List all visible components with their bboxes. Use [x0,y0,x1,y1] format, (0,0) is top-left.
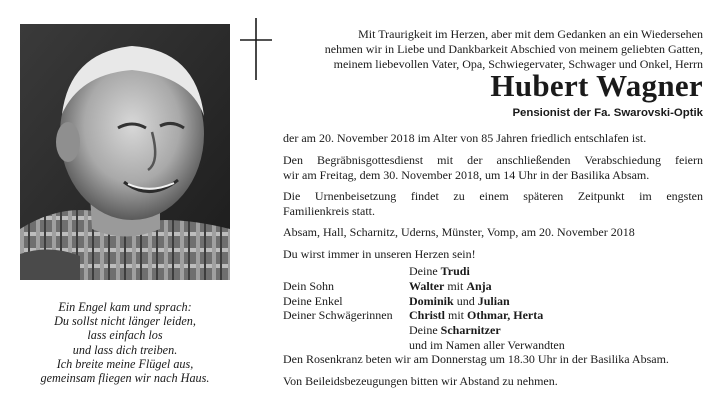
family-row [283,308,703,323]
family-row [283,323,703,338]
family-member-name: Trudi [440,264,470,278]
poem-line: Du sollst nicht länger leiden, [54,314,196,329]
family-relation [283,338,409,353]
family-names [409,323,501,338]
family-member-name: Scharnitzer [440,323,501,338]
deceased-name: Hubert Wagner [490,68,703,103]
family-connector: mit [444,278,467,293]
poem [20,300,230,385]
rosary-line: Den Rosenkranz beten wir am Donnerstag um 18.30 Uhr in der Basilika Absam. [283,352,669,366]
family-relation: Deine Enkel [283,293,343,308]
family-names [409,308,543,323]
poem-line: und lass dich treiben. [72,342,178,357]
family-names [409,279,492,294]
family-connector: Deine [409,264,441,278]
intro-line: Mit Traurigkeit im Herzen, aber mit dem Gedanken an ein Wiedersehen [358,27,703,41]
urn-line: Die Urnenbeisetzung findet zu einem späteren Zeitpunkt im engsten [283,189,703,203]
place-date-line: Absam, Hall, Scharnitz, Uderns, Münster, Vomp, am 20. November 2018 [283,225,635,239]
condolence-line: Von Beileidsbezeugungen bitten wir Abstand zu nehmen. [283,374,558,388]
deceased-occupation: Pensionist der Fa. Swarovski-Optik [512,107,703,119]
death-notice-line [283,131,703,146]
family-member-name: Julian [477,293,510,308]
family-member-name: Dominik [409,293,454,308]
poem-line: Ich breite meine Flügel aus, [56,356,194,371]
urn-line: Familienkreis statt. [283,203,375,218]
family-row [283,264,703,279]
urn-paragraph [283,189,703,219]
family-relation [283,264,409,279]
rosary-note [283,352,703,367]
poem-line: gemeinsam fliegen wir nach Haus. [40,371,210,386]
family-connector: und im Namen aller Verwandten [409,337,565,352]
funeral-line: Den Begräbnisgottesdienst mit der anschließenden Verabschiedung feiern [283,153,703,167]
condolence-note [283,374,703,389]
intro-line: nehmen wir in Liebe und Dankbarkeit Abschied von meinem geliebten Gatten, [324,41,703,56]
family-row [283,294,703,309]
family-relation: Dein Sohn [283,278,334,293]
family-names [409,264,470,279]
family-connector: Deine [409,323,441,338]
family-names [409,338,565,353]
family-list [283,264,703,353]
family-member-name: Walter [409,278,445,293]
poem-line: lass einfach los [87,328,163,343]
death-line: der am 20. November 2018 im Alter von 85 Jahren friedlich entschlafen ist. [283,131,647,145]
family-names [409,294,510,309]
family-connector: mit [445,308,468,323]
closing-sentence-line: Du wirst immer in unseren Herzen sein! [283,247,476,261]
poem-line: Ein Engel kam und sprach: [58,300,192,314]
family-relation [283,323,409,338]
family-member-name: Christl [409,308,445,323]
family-row [283,338,703,353]
place-date [283,225,703,240]
closing-sentence [283,247,703,262]
family-relation: Deiner Schwägerinnen [283,308,393,323]
funeral-paragraph [283,153,703,183]
funeral-line: wir am Freitag, dem 30. November 2018, um 14 Uhr in der Basilika Absam. [283,167,650,182]
family-row [283,279,703,294]
family-member-name: Anja [466,278,492,293]
family-connector: und [453,293,478,308]
intro-line: meinem liebevollen Vater, Opa, Schwiegervater, Schwager und Onkel, Herrn [333,56,703,71]
cross-icon [236,18,276,80]
family-member-name: Othmar, Herta [467,308,544,323]
intro-text [283,27,703,71]
portrait-photo [20,24,230,280]
